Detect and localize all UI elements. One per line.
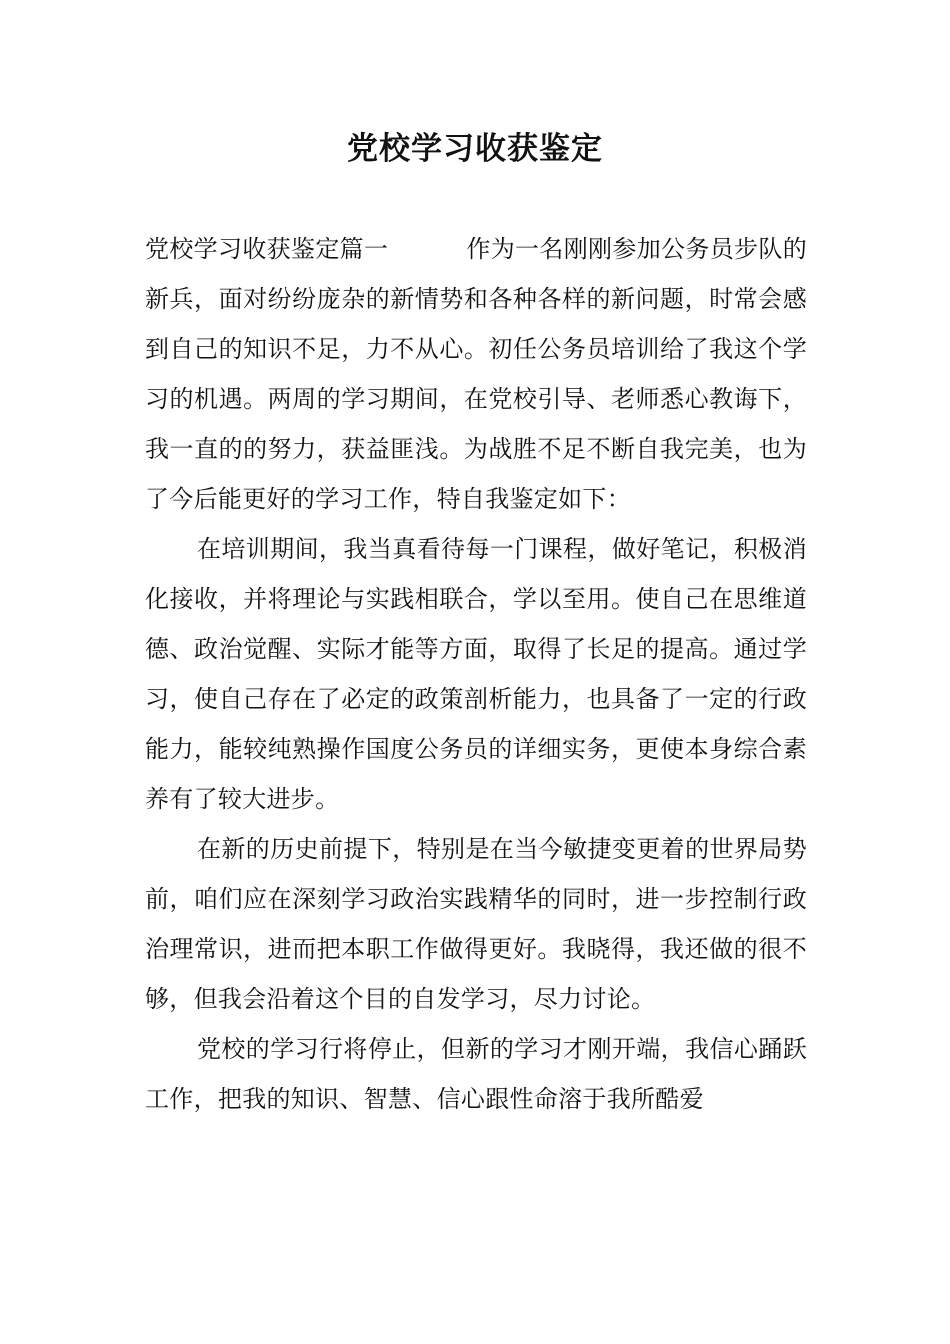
paragraph-closing: 党校的学习行将停止，但新的学习才刚开端，我信心踊跃工作，把我的知识、智慧、信心跟性命溶于我所酷爱 (145, 1035, 807, 1113)
document-body (145, 224, 807, 1124)
document-title: 党校学习收获鉴定 (347, 131, 603, 167)
section-heading: 党校学习收获鉴定篇一 (145, 235, 389, 263)
paragraph-training: 在培训期间，我当真看待每一门课程，做好笔记，积极消化接收，并将理论与实践相联合，学以至用。使自己在思维道德、政治觉醒、实际才能等方面，取得了长足的提高。通过学习，使自己存在了必定的政策剖析能力，也具备了一定的行政能力，能较纯熟操作国度公务员的详细实务，更使本身综合素养有了较大进步。 (145, 535, 807, 813)
paragraph-intro (145, 224, 807, 524)
paragraph-history: 在新的历史前提下，特别是在当今敏捷变更着的世界局势前，咱们应在深刻学习政治实践精华的同时，进一步控制行政治理常识，进而把本职工作做得更好。我晓得，我还做的很不够，但我会沿着这个目的自发学习，尽力讨论。 (145, 835, 807, 1013)
paragraph-text: 作为一名刚刚参加公务员步队的新兵，面对纷纷庞杂的新情势和各种各样的新问题，时常会感到自己的知识不足，力不从心。初任公务员培训给了我这个学习的机遇。两周的学习期间，在党校引导、老师悉心教诲下，我一直的的努力，获益匪浅。为战胜不足不断自我完美，也为了今后能更好的学习工作，特自我鉴定如下： (145, 235, 808, 513)
